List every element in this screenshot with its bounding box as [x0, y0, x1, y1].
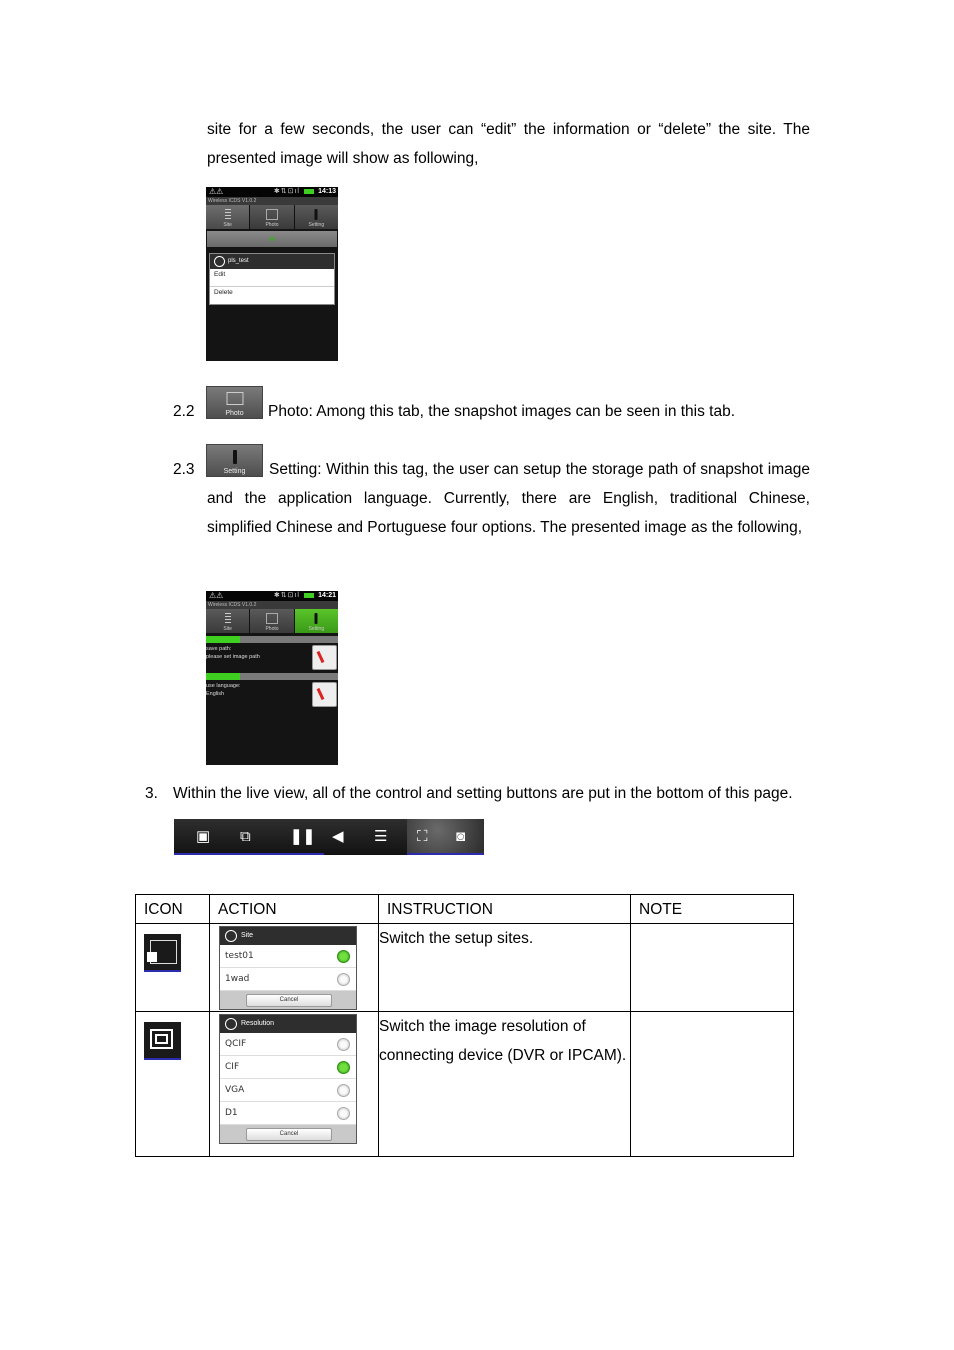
- table-row: [136, 1012, 794, 1157]
- signal-icons: ✱⇅⊡ıl: [273, 188, 300, 195]
- section-2-2-text: Photo: Among this tab, the snapshot images can be seen in this tab.: [268, 403, 736, 420]
- menu-item-delete[interactable]: Delete: [214, 289, 233, 296]
- tab-photo[interactable]: Photo: [250, 205, 294, 229]
- photo-icon: [266, 613, 278, 624]
- context-menu-title: pls_test: [228, 258, 249, 264]
- setting-icon: [315, 209, 318, 220]
- tab-site[interactable]: Site: [206, 609, 250, 633]
- table-header-row: [136, 895, 794, 924]
- radio-icon[interactable]: [337, 1107, 350, 1120]
- setting-screenshot: [206, 591, 338, 765]
- app-title: Wireless ICDS V1.0.2: [208, 198, 257, 204]
- header-instruction: INSTRUCTION: [379, 895, 631, 924]
- icon-cell: [136, 924, 210, 1012]
- icon-action-table: [135, 894, 794, 1157]
- chevron-down-icon: [214, 256, 225, 267]
- dialog-title: Site: [241, 932, 254, 939]
- note-cell: [631, 1012, 794, 1157]
- cancel-button[interactable]: Cancel: [246, 994, 332, 1007]
- switch-channel-icon[interactable]: ⧉: [240, 828, 251, 845]
- app-title: Wireless ICDS V1.0.2: [208, 602, 257, 608]
- add-site-button[interactable]: [207, 231, 337, 247]
- section-2-3-text: Setting: Within this tag, the user can setup the storage path of snapshot image and the application language. Currently, there are English, traditional Chinese, simplified Chinese and Portuguese four options. The presented image as the following,: [207, 461, 810, 536]
- app-titlebar: [206, 601, 338, 609]
- icon-cell: [136, 1012, 210, 1157]
- battery-icon: [304, 189, 314, 194]
- radio-icon[interactable]: [337, 1038, 350, 1051]
- site-dialog: [219, 926, 357, 1010]
- warning-icon: ⚠⚠: [209, 591, 224, 600]
- signal-icons: ✱⇅⊡ıl: [273, 592, 300, 599]
- instruction-cell: Switch the setup sites.: [379, 924, 631, 1012]
- language-label: use language:: [206, 683, 241, 689]
- section-number-2-3: 2.3: [173, 461, 195, 478]
- tab-site[interactable]: Site: [206, 205, 250, 229]
- site-icon: [225, 209, 231, 219]
- site-menu-screenshot: [206, 187, 338, 361]
- list-item[interactable]: QCIF: [220, 1033, 356, 1056]
- chevron-down-icon: [225, 1018, 237, 1030]
- tab-bar: [206, 609, 338, 633]
- resolution-icon[interactable]: ▣: [196, 828, 211, 845]
- plus-icon: +: [268, 232, 276, 246]
- set-language-button[interactable]: [312, 682, 337, 707]
- table-row: [136, 924, 794, 1012]
- list-item[interactable]: CIF: [220, 1056, 356, 1079]
- menu-item-edit[interactable]: Edit: [214, 271, 226, 278]
- header-action: ACTION: [210, 895, 379, 924]
- section-number-3: 3.: [145, 785, 158, 802]
- section-header-path: [206, 636, 338, 643]
- chevron-down-icon: [225, 930, 237, 942]
- section-3-text: Within the live view, all of the control and setting buttons are put in the bottom of this page.: [173, 785, 793, 802]
- ptz-icon[interactable]: ☰: [374, 828, 388, 845]
- header-note: NOTE: [631, 895, 794, 924]
- live-view-control-bar: [174, 819, 484, 855]
- photo-tab-image: Photo: [206, 386, 263, 419]
- status-bar: [206, 187, 338, 197]
- photo-icon: [266, 209, 278, 220]
- list-item[interactable]: test01: [220, 945, 356, 968]
- instruction-cell: Switch the image resolution of connecting device (DVR or IPCAM).: [379, 1012, 631, 1157]
- photo-icon: [226, 392, 243, 405]
- tab-bar: [206, 205, 338, 229]
- pause-icon[interactable]: ❚❚: [290, 828, 316, 845]
- tab-setting[interactable]: Setting: [295, 609, 338, 633]
- list-item[interactable]: D1: [220, 1102, 356, 1125]
- header-icon: ICON: [136, 895, 210, 924]
- audio-icon[interactable]: ◀: [332, 828, 344, 845]
- app-titlebar: [206, 197, 338, 205]
- setting-tab-image: Setting: [206, 444, 263, 477]
- radio-selected-icon[interactable]: [337, 1061, 350, 1074]
- action-cell: [210, 924, 379, 1012]
- divider: [210, 286, 334, 287]
- site-icon: [225, 613, 231, 623]
- action-cell: [210, 1012, 379, 1157]
- tab-setting[interactable]: Setting: [295, 205, 338, 229]
- intro-paragraph: site for a few seconds, the user can “edit” the information or “delete” the site. The presented image will show as following,: [207, 121, 810, 167]
- set-path-button[interactable]: [312, 645, 337, 670]
- cancel-button[interactable]: Cancel: [246, 1128, 332, 1141]
- language-value: English: [206, 691, 225, 697]
- status-time: 14:13: [318, 188, 336, 195]
- section-number-2-2: 2.2: [173, 403, 195, 420]
- save-path-label: save path:: [206, 646, 232, 652]
- dialog-title: Resolution: [241, 1020, 275, 1027]
- resolution-dialog: [219, 1014, 357, 1144]
- list-item[interactable]: 1wad: [220, 968, 356, 991]
- radio-icon[interactable]: [337, 973, 350, 986]
- battery-icon: [304, 593, 314, 598]
- snapshot-icon[interactable]: ◙: [456, 828, 466, 845]
- resolution-icon: [144, 1022, 181, 1060]
- context-menu: [209, 253, 335, 305]
- save-path-value: please set image path: [206, 654, 260, 660]
- warning-icon: ⚠⚠: [209, 187, 224, 196]
- fullscreen-icon[interactable]: ⛶: [417, 828, 428, 845]
- radio-selected-icon[interactable]: [337, 950, 350, 963]
- status-time: 14:21: [318, 592, 336, 599]
- radio-icon[interactable]: [337, 1084, 350, 1097]
- status-bar: [206, 591, 338, 601]
- setting-icon: [315, 613, 318, 624]
- tab-photo[interactable]: Photo: [250, 609, 294, 633]
- list-item[interactable]: VGA: [220, 1079, 356, 1102]
- switch-site-icon: [144, 934, 181, 972]
- note-cell: [631, 924, 794, 1012]
- context-menu-header: [210, 254, 334, 269]
- section-header-language: [206, 673, 338, 680]
